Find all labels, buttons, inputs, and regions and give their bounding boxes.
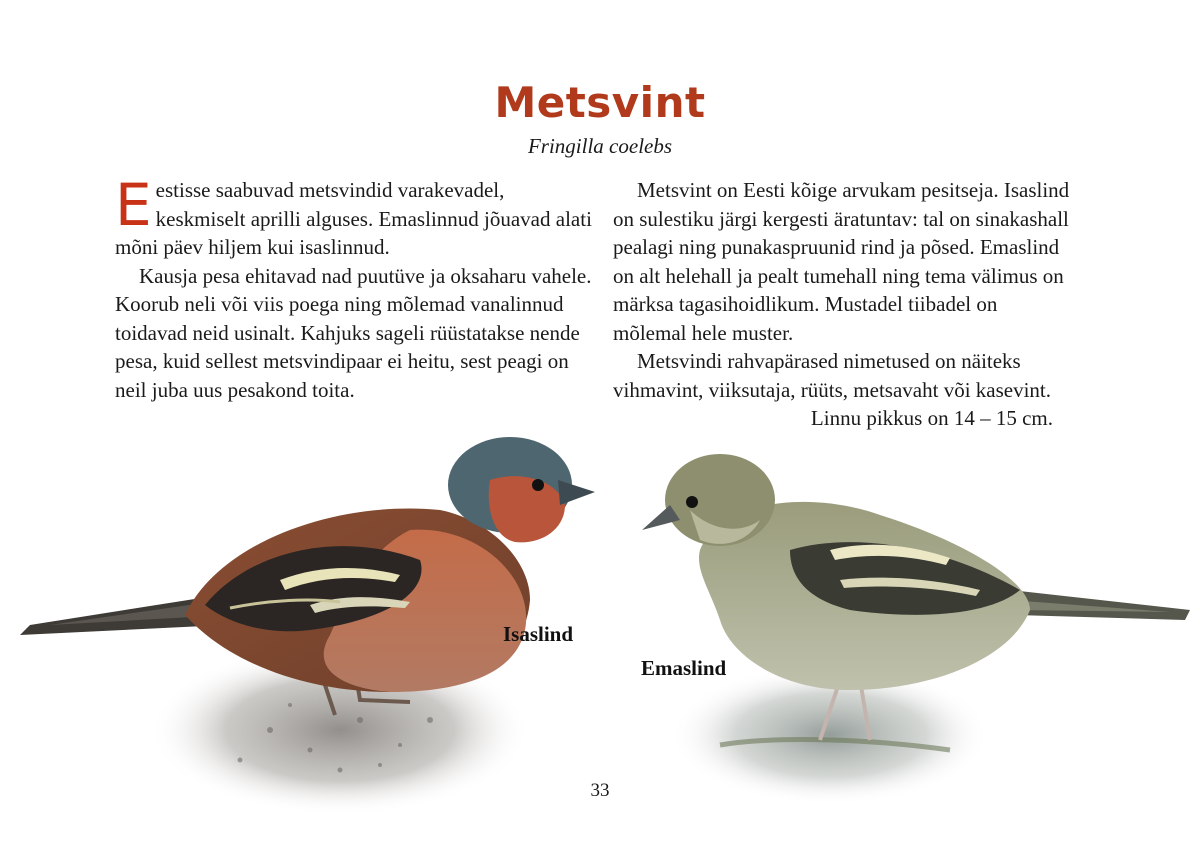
female-label: Emaslind — [641, 656, 727, 680]
latin-name: Fringilla coelebs — [527, 134, 673, 158]
right-paragraph-1: Metsvint on Eesti kõige arvukam pesitseja. Isaslind on sulestiku järgi kergesti äratuntav: tal on sinakashall pealagi ning punakaspruunid rind ja põsed. Emaslind on alt helehall ja pealt tumehall ning tema välimus on märksa tagasihoidlikum. Mustadel tiibadel on mõlemal hele muster. — [613, 178, 1070, 345]
male-eye — [532, 479, 544, 491]
male-beak — [558, 480, 595, 505]
dropcap-letter: E — [115, 171, 152, 239]
female-eye — [686, 496, 698, 508]
right-column — [613, 176, 1073, 433]
male-label: Isaslind — [503, 622, 574, 646]
left-paragraph-1-text: estisse saabuvad metsvindid varakevadel, keskmiselt aprilli alguses. Emaslinnud jõuavad alati mõni päev hiljem kui isaslinnud. — [115, 178, 592, 259]
left-paragraph-2: Kausja pesa ehitavad nad puutüve ja oksaharu vahele. Koorub neli või viis poega ning mõlemad vanalinnud toidavad neid usinalt. Kahjuks sageli rüüstatakse nende pesa, kuid sellest metsvindipaar ei heitu, sest peagi on neil juba uus pesakond toita. — [115, 263, 592, 402]
left-column — [115, 171, 593, 404]
page-number: 33 — [590, 780, 610, 801]
bird-length-line: Linnu pikkus on 14 – 15 cm. — [810, 406, 1053, 430]
page-title: Metsvint — [494, 78, 706, 127]
female-chaffinch-image — [630, 440, 1195, 820]
right-paragraph-2: Metsvindi rahvapärased nimetused on näiteks vihmavint, viiksutaja, rüüts, metsavaht või kasevint. — [613, 349, 1052, 402]
left-paragraph-1 — [115, 171, 593, 262]
